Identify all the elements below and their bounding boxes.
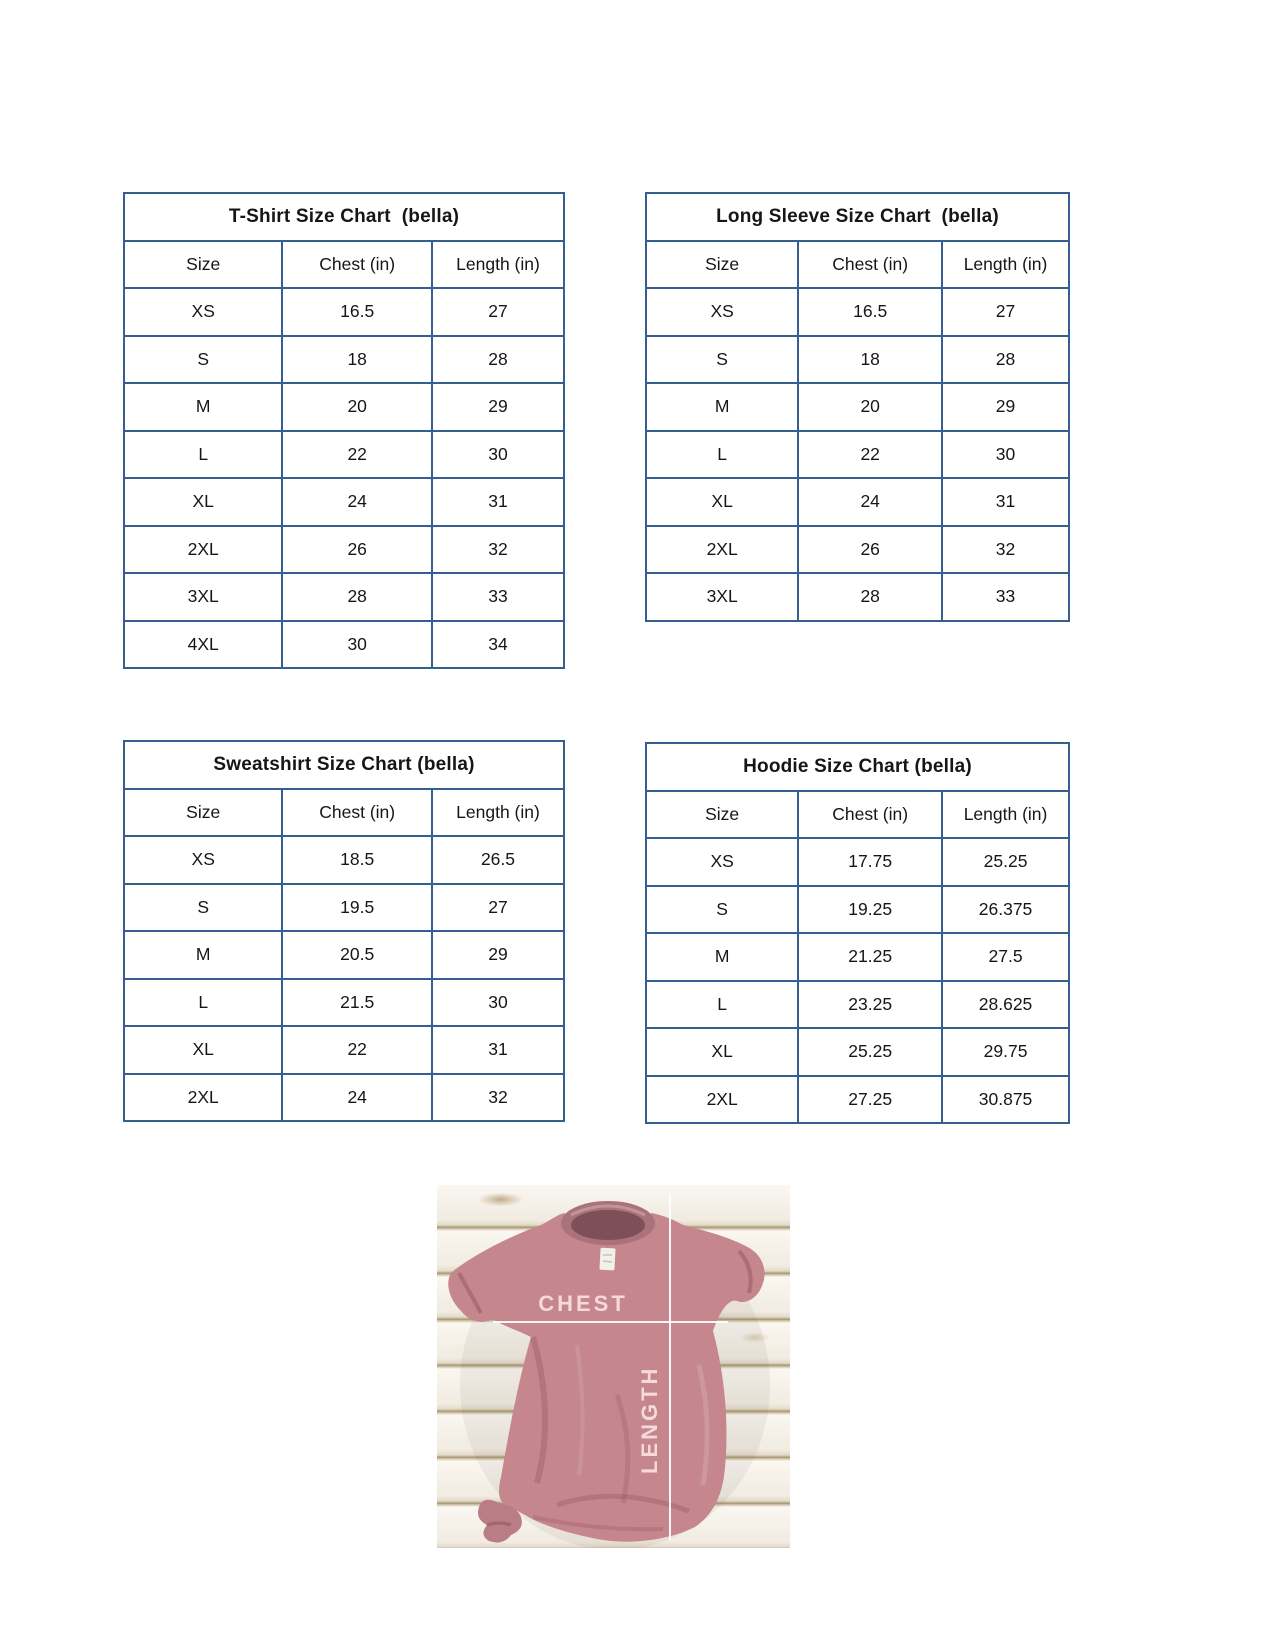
table-title-row — [646, 743, 1069, 791]
table-cell: 26 — [798, 526, 942, 574]
table-cell: 21.5 — [282, 979, 432, 1027]
table-cell: 3XL — [646, 573, 798, 621]
column-header: Chest (in) — [798, 791, 942, 839]
table-row — [124, 526, 564, 574]
size-table-sweatshirt — [123, 740, 565, 1122]
table-cell: 2XL — [124, 526, 282, 574]
table-row — [124, 383, 564, 431]
table-row — [646, 1028, 1069, 1076]
table-cell: L — [124, 431, 282, 479]
table-row — [646, 478, 1069, 526]
table-cell: L — [646, 431, 798, 479]
table-cell: 22 — [282, 431, 432, 479]
table-row — [646, 288, 1069, 336]
table-cell: 27 — [942, 288, 1069, 336]
table-cell: S — [124, 884, 282, 932]
column-header: Length (in) — [942, 241, 1069, 289]
column-header: Length (in) — [942, 791, 1069, 839]
table-header-row — [646, 241, 1069, 289]
table-cell: 28 — [942, 336, 1069, 384]
table-cell: 29 — [432, 931, 564, 979]
table-title-row — [124, 193, 564, 241]
column-header: Size — [646, 791, 798, 839]
column-header: Length (in) — [432, 241, 564, 289]
table-row — [124, 336, 564, 384]
table-row — [646, 981, 1069, 1029]
table-cell: 31 — [432, 478, 564, 526]
table-cell: 25.25 — [942, 838, 1069, 886]
table-cell: 29 — [942, 383, 1069, 431]
table-cell: 30 — [282, 621, 432, 669]
table-title: Sweatshirt Size Chart (bella) — [124, 741, 564, 789]
table-cell: 20.5 — [282, 931, 432, 979]
table-cell: 28 — [282, 573, 432, 621]
table-cell: 20 — [282, 383, 432, 431]
table-cell: XS — [124, 836, 282, 884]
sweatshirt-size-table-container — [123, 740, 565, 1122]
table-cell: 28.625 — [942, 981, 1069, 1029]
table-cell: 24 — [282, 478, 432, 526]
tshirt-graphic — [437, 1185, 790, 1548]
table-row — [124, 1026, 564, 1074]
table-row — [124, 288, 564, 336]
table-row — [646, 886, 1069, 934]
table-cell: M — [124, 383, 282, 431]
table-header-row — [124, 241, 564, 289]
table-cell: L — [646, 981, 798, 1029]
table-title: Long Sleeve Size Chart (bella) — [646, 193, 1069, 241]
tshirt-size-table-container — [123, 192, 565, 669]
table-row — [646, 526, 1069, 574]
size-table-longsleeve — [645, 192, 1070, 622]
table-cell: 2XL — [124, 1074, 282, 1122]
table-cell: 27 — [432, 288, 564, 336]
table-cell: 24 — [798, 478, 942, 526]
table-cell: 26.375 — [942, 886, 1069, 934]
column-header: Chest (in) — [282, 241, 432, 289]
table-row — [124, 478, 564, 526]
column-header: Chest (in) — [282, 789, 432, 837]
shirt-measurement-photo — [437, 1185, 790, 1548]
table-cell: 18 — [798, 336, 942, 384]
table-header-row — [124, 789, 564, 837]
table-row — [124, 931, 564, 979]
table-cell: 23.25 — [798, 981, 942, 1029]
table-cell: 17.75 — [798, 838, 942, 886]
column-header: Size — [646, 241, 798, 289]
column-header: Size — [124, 789, 282, 837]
table-cell: 34 — [432, 621, 564, 669]
table-title: Hoodie Size Chart (bella) — [646, 743, 1069, 791]
size-table-hoodie — [645, 742, 1070, 1124]
column-header: Size — [124, 241, 282, 289]
table-cell: XS — [124, 288, 282, 336]
chest-measurement-label: CHEST — [538, 1291, 628, 1316]
table-cell: 19.5 — [282, 884, 432, 932]
table-cell: XL — [646, 1028, 798, 1076]
table-cell: 2XL — [646, 1076, 798, 1124]
table-cell: 19.25 — [798, 886, 942, 934]
table-cell: 16.5 — [282, 288, 432, 336]
table-cell: 30.875 — [942, 1076, 1069, 1124]
column-header: Chest (in) — [798, 241, 942, 289]
table-cell: L — [124, 979, 282, 1027]
table-row — [124, 836, 564, 884]
table-cell: 30 — [432, 431, 564, 479]
table-row — [646, 573, 1069, 621]
table-cell: XL — [124, 478, 282, 526]
chest-measurement-line — [493, 1321, 728, 1323]
table-cell: 18.5 — [282, 836, 432, 884]
table-cell: 18 — [282, 336, 432, 384]
table-cell: M — [646, 383, 798, 431]
size-table-tshirt — [123, 192, 565, 669]
table-cell: 26 — [282, 526, 432, 574]
table-cell: 33 — [432, 573, 564, 621]
table-cell: XS — [646, 288, 798, 336]
table-row — [646, 933, 1069, 981]
table-cell: 27.25 — [798, 1076, 942, 1124]
table-cell: 33 — [942, 573, 1069, 621]
table-cell: 28 — [798, 573, 942, 621]
table-cell: 29 — [432, 383, 564, 431]
table-title-row — [646, 193, 1069, 241]
table-row — [646, 336, 1069, 384]
column-header: Length (in) — [432, 789, 564, 837]
table-title-row — [124, 741, 564, 789]
table-cell: 26.5 — [432, 836, 564, 884]
table-row — [124, 884, 564, 932]
table-row — [124, 431, 564, 479]
table-row — [646, 383, 1069, 431]
table-cell: S — [646, 336, 798, 384]
table-cell: 21.25 — [798, 933, 942, 981]
table-cell: S — [646, 886, 798, 934]
hoodie-size-table-container — [645, 742, 1070, 1124]
table-cell: 32 — [432, 1074, 564, 1122]
longsleeve-size-table-container — [645, 192, 1070, 622]
table-row — [124, 979, 564, 1027]
table-row — [646, 431, 1069, 479]
table-cell: 3XL — [124, 573, 282, 621]
table-cell: 30 — [942, 431, 1069, 479]
table-row — [124, 573, 564, 621]
table-cell: 31 — [942, 478, 1069, 526]
table-cell: XS — [646, 838, 798, 886]
table-header-row — [646, 791, 1069, 839]
table-row — [646, 1076, 1069, 1124]
table-cell: 30 — [432, 979, 564, 1027]
table-cell: 24 — [282, 1074, 432, 1122]
table-cell: XL — [646, 478, 798, 526]
table-cell: 31 — [432, 1026, 564, 1074]
table-cell: S — [124, 336, 282, 384]
length-measurement-line — [669, 1193, 671, 1540]
table-cell: XL — [124, 1026, 282, 1074]
table-cell: 16.5 — [798, 288, 942, 336]
table-cell: 20 — [798, 383, 942, 431]
table-cell: 2XL — [646, 526, 798, 574]
table-cell: 4XL — [124, 621, 282, 669]
table-cell: 25.25 — [798, 1028, 942, 1076]
length-measurement-label: LENGTH — [637, 1365, 662, 1475]
table-row — [124, 1074, 564, 1122]
table-cell: 27 — [432, 884, 564, 932]
table-cell: 29.75 — [942, 1028, 1069, 1076]
table-row — [124, 621, 564, 669]
table-cell: 22 — [282, 1026, 432, 1074]
table-cell: 32 — [942, 526, 1069, 574]
table-row — [646, 838, 1069, 886]
table-cell: 22 — [798, 431, 942, 479]
table-cell: 28 — [432, 336, 564, 384]
table-cell: M — [124, 931, 282, 979]
table-cell: 32 — [432, 526, 564, 574]
table-cell: M — [646, 933, 798, 981]
table-cell: 27.5 — [942, 933, 1069, 981]
table-title: T-Shirt Size Chart (bella) — [124, 193, 564, 241]
